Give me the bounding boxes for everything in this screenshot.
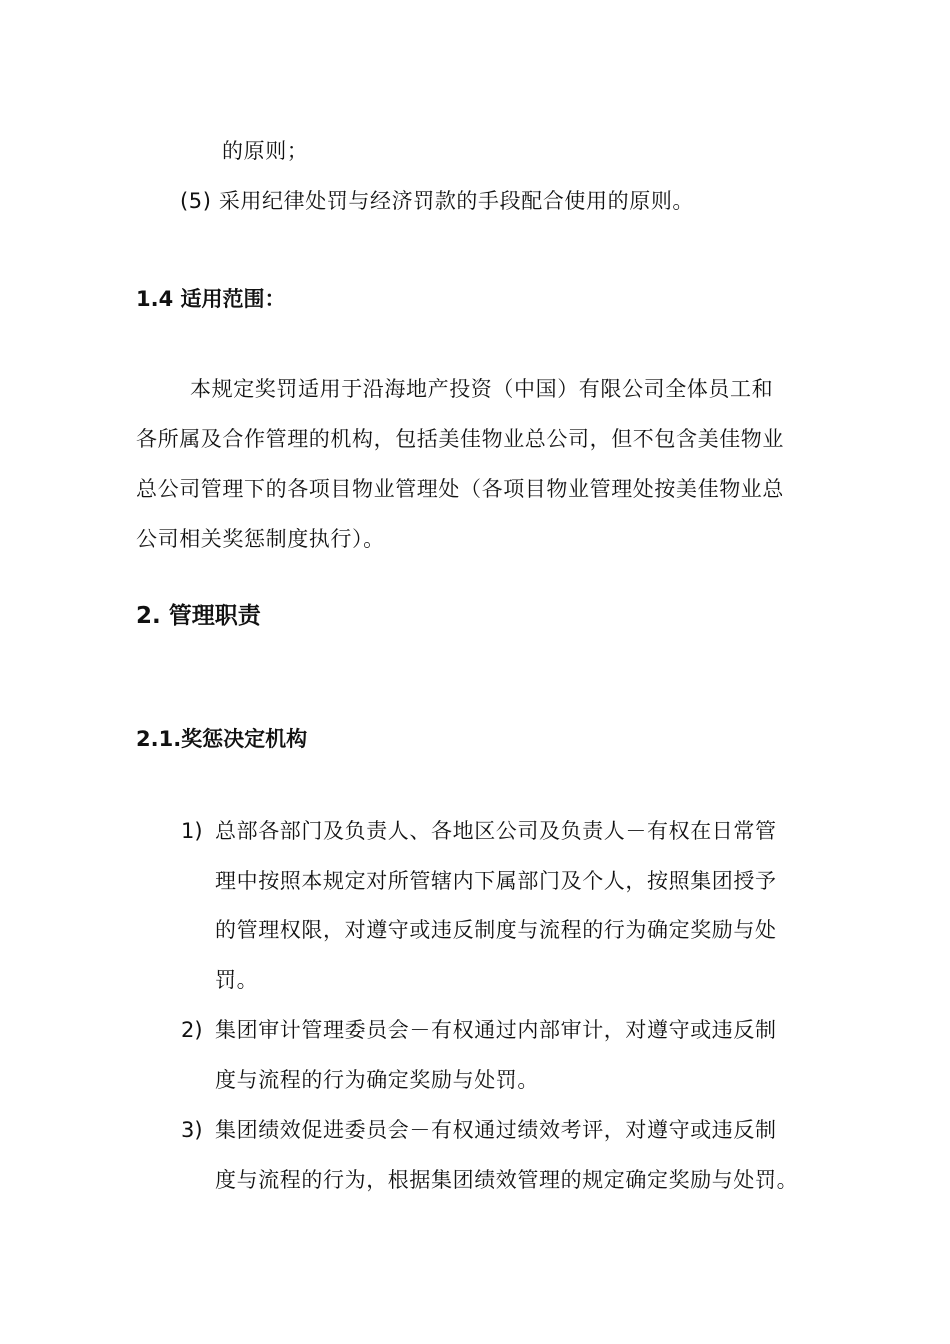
section-2-1-heading: 2.1.奖惩决定机构 bbox=[136, 727, 308, 751]
scope-paragraph-line-1: 本规定奖罚适用于沿海地产投资（中国）有限公司全体员工和 bbox=[190, 377, 774, 401]
list-item-3-line-1: 集团绩效促进委员会－有权通过绩效考评，对遵守或违反制 bbox=[215, 1118, 777, 1142]
list-item-1-line-2: 理中按照本规定对所管辖内下属部门及个人，按照集团授予 bbox=[215, 869, 777, 893]
list-item-number: 1) bbox=[181, 819, 203, 843]
list-item-1-line-4: 罚。 bbox=[215, 968, 259, 992]
scope-paragraph-line-3: 总公司管理下的各项目物业管理处（各项目物业管理处按美佳物业总 bbox=[136, 477, 784, 501]
scope-paragraph-line-4: 公司相关奖惩制度执行）。 bbox=[136, 527, 385, 551]
scope-paragraph-line-2: 各所属及合作管理的机构，包括美佳物业总公司，但不包含美佳物业 bbox=[136, 427, 784, 451]
principle-5: (5) 采用纪律处罚与经济罚款的手段配合使用的原则。 bbox=[180, 189, 695, 213]
list-item-number: 3) bbox=[181, 1118, 203, 1142]
list-item-2-line-2: 度与流程的行为确定奖励与处罚。 bbox=[215, 1068, 539, 1092]
list-item-number: 2) bbox=[181, 1018, 203, 1042]
list-item-1-line-3: 的管理权限，对遵守或违反制度与流程的行为确定奖励与处 bbox=[215, 918, 777, 942]
section-1-4-heading: 1.4 适用范围： bbox=[136, 287, 286, 311]
list-item-2-line-1: 集团审计管理委员会－有权通过内部审计，对遵守或违反制 bbox=[215, 1018, 777, 1042]
list-item-3-line-2: 度与流程的行为，根据集团绩效管理的规定确定奖励与处罚。 bbox=[215, 1168, 799, 1192]
principle-4-continuation: 的原则； bbox=[222, 139, 309, 163]
list-item-1-line-1: 总部各部门及负责人、各地区公司及负责人－有权在日常管 bbox=[215, 819, 777, 843]
section-2-heading: 2. 管理职责 bbox=[136, 603, 261, 629]
